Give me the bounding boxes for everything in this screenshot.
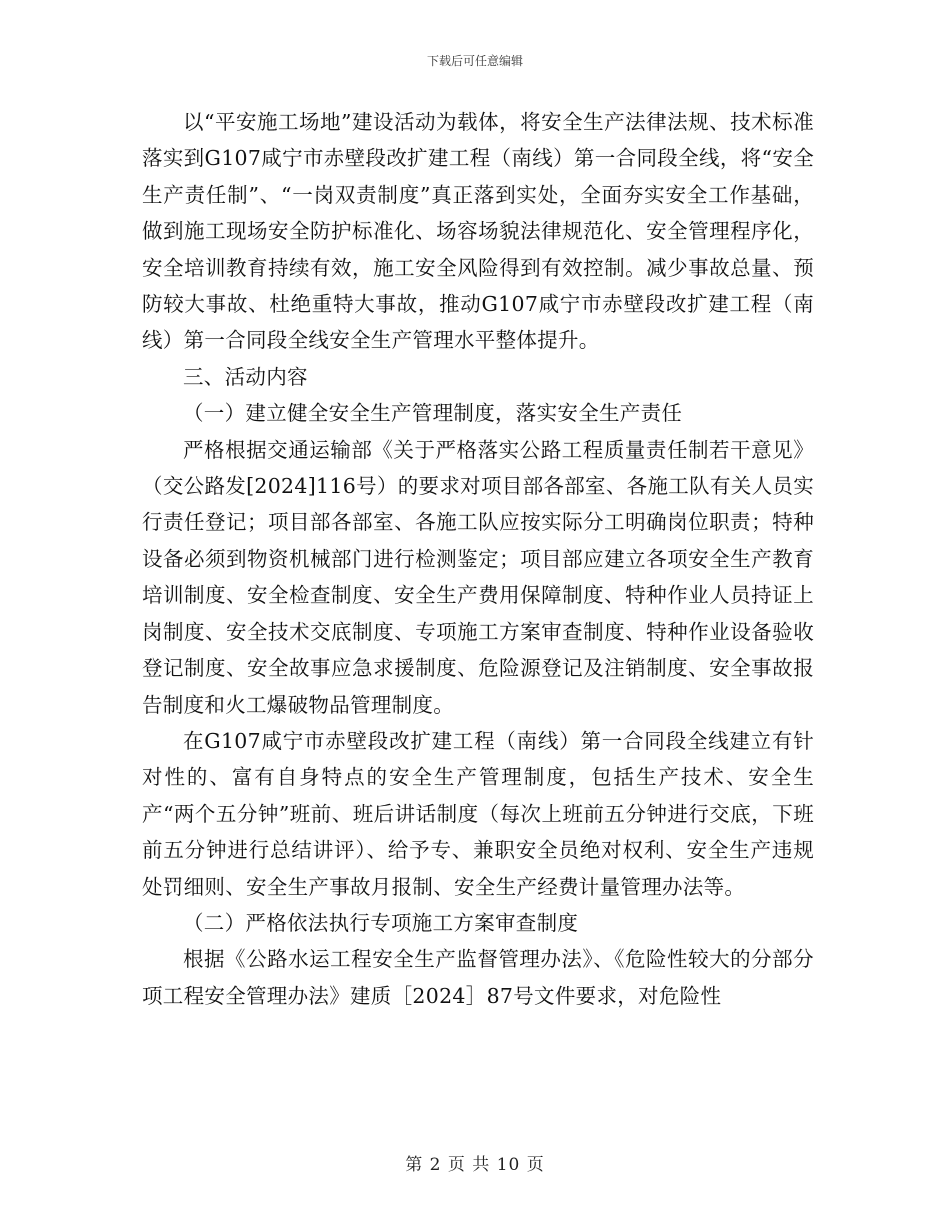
subsection-heading-2: （二）严格依法执行专项施工方案审查制度 bbox=[183, 910, 579, 935]
section-heading-activity-content: 三、活动内容 bbox=[183, 364, 308, 389]
subsection-heading-1: （一）建立健全安全生产管理制度，落实安全生产责任 bbox=[183, 401, 683, 426]
document-body bbox=[142, 104, 814, 1014]
paragraph-review-system: 根据《公路水运工程安全生产监督管理办法》、《危险性较大的分部分项工程安全管理办法》建质［2024］87号文件要求，对危险性 bbox=[142, 947, 814, 1008]
page-header: 下载后可任意编辑 bbox=[426, 54, 523, 68]
paragraph-management-system: 在G107咸宁市赤壁段改扩建工程（南线）第一合同段全线建立有针对性的、富有自身特点的安全生产管理制度，包括生产技术、安全生产“两个五分钟”班前、班后讲话制度（每次上班前五分钟进行交底，下班前五分钟进行总结讲评）、给予专、兼职安全员绝对权利、安全生产违规处罚细则、安全生产事故月报制、安全生产经费计量管理办法等。 bbox=[142, 728, 814, 899]
paragraph-goal: 以“平安施工场地”建设活动为载体，将安全生产法律法规、技术标准落实到G107咸宁市赤壁段改扩建工程（南线）第一合同段全线，将“安全生产责任制”、“一岗双责制度”真正落到实处，全面夯实安全工作基础，做到施工现场安全防护标准化、场容场貌法律规范化、安全管理程序化，安全培训教育持续有效，施工安全风险得到有效控制。减少事故总量、预防较大事故、杜绝重特大事故，推动G107咸宁市赤壁段改扩建工程（南线）第一合同段全线安全生产管理水平整体提升。 bbox=[142, 110, 814, 353]
page-footer: 第 2 页 共 10 页 bbox=[405, 1155, 545, 1175]
paragraph-responsibility: 严格根据交通运输部《关于严格落实公路工程质量责任制若干意见》（交公路发[2024]116号）的要求对项目部各部室、各施工队有关人员实行责任登记；项目部各部室、各施工队应按实际分工明确岗位职责；特种设备必须到物资机械部门进行检测鉴定；项目部应建立各项安全生产教育培训制度、安全检查制度、安全生产费用保障制度、特种作业人员持证上岗制度、安全技术交底制度、专项施工方案审查制度、特种作业设备验收登记制度、安全故事应急求援制度、危险源登记及注销制度、安全事故报告制度和火工爆破物品管理制度。 bbox=[142, 437, 814, 717]
